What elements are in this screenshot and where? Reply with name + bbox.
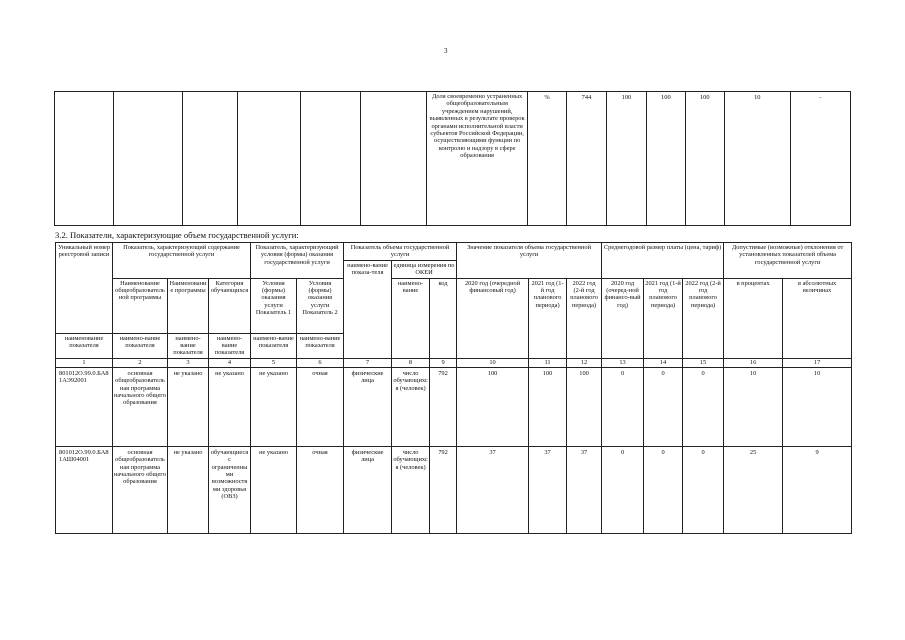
header-year-2020: 2020 год (очередной финансовый год) xyxy=(457,278,529,358)
fee-2022-cell: 0 xyxy=(683,446,724,533)
header-in-absolute: в абсолютных величинах xyxy=(783,278,852,358)
header-fee-2021: 2021 год (1-й год планового периода) xyxy=(644,278,683,358)
condition-1-cell: не указано xyxy=(251,446,297,533)
header-fee-2022: 2022 год (2-й год планового периода) xyxy=(683,278,724,358)
header-unit-code: код xyxy=(430,278,457,358)
header-subname-1: наименование показателя xyxy=(56,333,113,358)
col-number: 9 xyxy=(430,358,457,367)
header-in-percent: в процентах xyxy=(724,278,783,358)
fee-2022-cell: 0 xyxy=(683,367,724,446)
quality-row xyxy=(55,92,851,226)
col-number: 12 xyxy=(567,358,602,367)
column-numbers-row xyxy=(56,358,852,367)
value-2022-cell: 100 xyxy=(685,92,724,226)
header-subname-2: наимено-вание показателя xyxy=(113,333,168,358)
header-unit-okei: единица измерения по ОКЕИ xyxy=(392,260,457,278)
condition-2-cell: очная xyxy=(297,446,344,533)
header-content-group: Показатель, характеризующий содержание государственной услуги xyxy=(113,243,251,279)
fee-2020-cell: 0 xyxy=(602,446,644,533)
value-2021-cell: 100 xyxy=(529,367,567,446)
col-number: 14 xyxy=(644,358,683,367)
header-subname-3: наимено-вание показателя xyxy=(168,333,209,358)
header-subname-6: наимено-вание показателя xyxy=(297,333,344,358)
value-2021-cell: 100 xyxy=(646,92,685,226)
header-condition-2: Условия (формы) оказания услуги Показатель 2 xyxy=(297,278,344,333)
header-conditions-group: Показатель, характеризующий условия (формы) оказания государственной услуги xyxy=(251,243,344,279)
registry-id: 801012О.99.0.БА81АШ04001 xyxy=(56,446,113,533)
deviation-abs-cell: 9 xyxy=(783,446,852,533)
header-indicator-name: наимено-вание показа-теля xyxy=(344,260,392,358)
fee-2020-cell: 0 xyxy=(602,367,644,446)
col-number: 4 xyxy=(209,358,251,367)
value-2020-cell: 100 xyxy=(606,92,646,226)
category-cell: не указано xyxy=(209,367,251,446)
table-row xyxy=(56,446,852,533)
deviation-percent-cell: 25 xyxy=(724,446,783,533)
value-2022-cell: 37 xyxy=(567,446,602,533)
col-number: 1 xyxy=(56,358,113,367)
col-number: 15 xyxy=(683,358,724,367)
header-fee-group: Среднегодовой размер платы (цена, тариф) xyxy=(602,243,724,279)
col-number: 2 xyxy=(113,358,168,367)
programs-cell: не указано xyxy=(168,446,209,533)
deviation-abs-cell: 10 xyxy=(783,367,852,446)
col-number: 3 xyxy=(168,358,209,367)
deviation-percent-cell: 10 xyxy=(724,367,783,446)
volume-indicators-table xyxy=(55,242,852,534)
table-row xyxy=(56,367,852,446)
unit-code-cell: 792 xyxy=(430,367,457,446)
header-programs: Наименование программы xyxy=(168,278,209,333)
fee-2021-cell: 0 xyxy=(644,367,683,446)
header-deviation-group: Допустимые (возможные) отклонения от установленных показателей объема государственной услуги xyxy=(724,243,852,279)
page-number: 3 xyxy=(444,47,448,55)
unit-cell: % xyxy=(528,92,567,226)
indicator-description: Доля своевременно устраненных общеобразовательным учреждением нарушений, выявленных в результате проверок органами исполнительной власти субъектов Российской Федерации, осуществляющими функции по контролю и надзору в сфере образования xyxy=(427,92,528,226)
col-number: 17 xyxy=(783,358,852,367)
programs-cell: не указано xyxy=(168,367,209,446)
col-number: 10 xyxy=(457,358,529,367)
value-2022-cell: 100 xyxy=(567,367,602,446)
col-number: 13 xyxy=(602,358,644,367)
header-subname-5: наимено-вание показателя xyxy=(251,333,297,358)
header-row-1 xyxy=(56,243,852,261)
header-subname-4: наимено-вание показателя xyxy=(209,333,251,358)
unit-name-cell: число обучающихся (человек) xyxy=(392,446,430,533)
section-title: 3.2. Показатели, характеризующие объем государственной услуги: xyxy=(55,230,299,240)
program-cell: основная общеобразовательная программа начального общего образования xyxy=(113,367,168,446)
header-volume-group: Показатель объема государственной услуги xyxy=(344,243,457,261)
value-2021-cell: 37 xyxy=(529,446,567,533)
header-category: Категория обучающихся xyxy=(209,278,251,333)
registry-id: 801012О.99.0.БА81АЭ92001 xyxy=(56,367,113,446)
fee-2021-cell: 0 xyxy=(644,446,683,533)
value-2020-cell: 37 xyxy=(457,446,529,533)
header-unique-number: Уникальный номер реестровой записи xyxy=(56,243,113,334)
header-condition-1: Условия (формы) оказания услуги Показатель 1 xyxy=(251,278,297,333)
condition-1-cell: не указано xyxy=(251,367,297,446)
header-program-name: Наименование общеобразовательной программы xyxy=(113,278,168,333)
col-number: 5 xyxy=(251,358,297,367)
deviation-abs-cell: - xyxy=(790,92,850,226)
header-fee-2020: 2020 год (очеред-ной финансо-вый год) xyxy=(602,278,644,358)
indicator-cell: физические лица xyxy=(344,367,392,446)
unit-code-cell: 792 xyxy=(430,446,457,533)
header-year-2021: 2021 год (1-й год планового периода) xyxy=(529,278,567,358)
col-number: 16 xyxy=(724,358,783,367)
col-number: 11 xyxy=(529,358,567,367)
header-year-2022: 2022 год (2-й год планового периода) xyxy=(567,278,602,358)
condition-2-cell: очная xyxy=(297,367,344,446)
col-number: 8 xyxy=(392,358,430,367)
unit-name-cell: число обучающихся (человек) xyxy=(392,367,430,446)
header-unit-name: наимено-вание xyxy=(392,278,430,358)
value-2020-cell: 100 xyxy=(457,367,529,446)
indicator-cell: физические лица xyxy=(344,446,392,533)
col-number: 7 xyxy=(344,358,392,367)
deviation-percent-cell: 10 xyxy=(724,92,790,226)
header-row-3 xyxy=(56,278,852,333)
category-cell: обучающиеся с ограниченными возможностями здоровья (ОВЗ) xyxy=(209,446,251,533)
program-cell: основная общеобразовательная программа начального общего образования xyxy=(113,446,168,533)
continued-quality-table xyxy=(54,91,851,226)
okei-cell: 744 xyxy=(567,92,607,226)
header-value-group: Значение показателя объема государственной услуги xyxy=(457,243,602,279)
col-number: 6 xyxy=(297,358,344,367)
